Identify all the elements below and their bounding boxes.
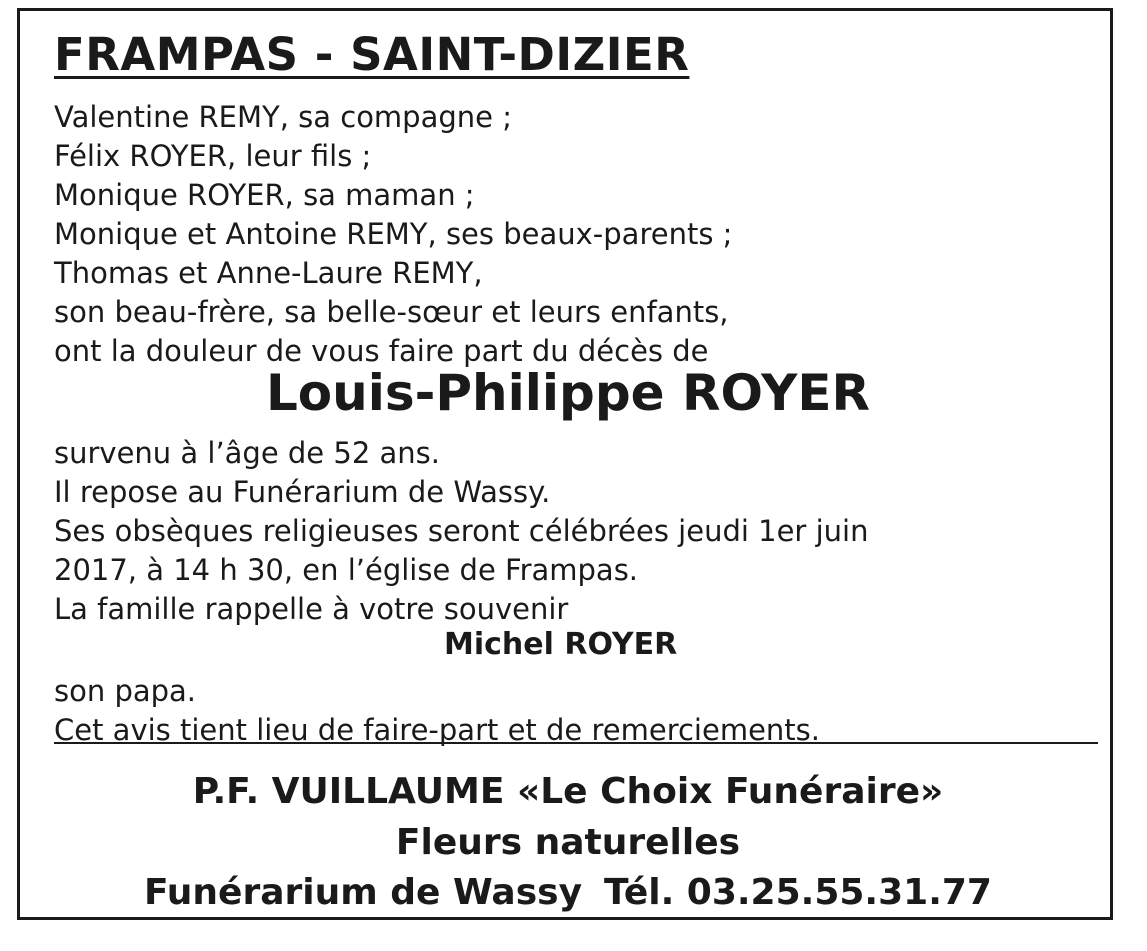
notice-heading: FRAMPAS - SAINT-DIZIER — [54, 28, 690, 81]
detail-line: 2017, à 14 h 30, en l’église de Frampas. — [54, 553, 639, 587]
closing-line: Cet avis tient lieu de faire-part et de remerciements. — [54, 713, 820, 747]
family-line: Thomas et Anne-Laure REMY, — [54, 256, 483, 290]
detail-line: La famille rappelle à votre souvenir — [54, 592, 569, 626]
footer-contact — [20, 872, 1116, 913]
footer-company: P.F. VUILLAUME «Le Choix Funéraire» — [192, 771, 944, 812]
announcement-line: ont la douleur de vous faire part du décès de — [54, 334, 709, 368]
family-line: Félix ROYER, leur fils ; — [54, 139, 372, 173]
detail-line: survenu à l’âge de 52 ans. — [54, 436, 440, 470]
footer-service: Fleurs naturelles — [395, 822, 741, 863]
family-line: Monique ROYER, sa maman ; — [54, 178, 475, 212]
deceased-name: Louis-Philippe ROYER — [265, 364, 871, 422]
footer-location: Funérarium de Wassy — [144, 872, 583, 913]
closing-line: son papa. — [54, 674, 197, 708]
divider — [54, 742, 1098, 744]
detail-line: Il repose au Funérarium de Wassy. — [54, 475, 551, 509]
footer-phone: Tél. 03.25.55.31.77 — [604, 872, 992, 913]
detail-line: Ses obsèques religieuses seront célébrées jeudi 1er juin — [54, 514, 869, 548]
obituary-notice — [17, 8, 1113, 920]
family-line: son beau-frère, sa belle-sœur et leurs enfants, — [54, 295, 729, 329]
remembered-name: Michel ROYER — [444, 627, 678, 662]
family-line: Valentine REMY, sa compagne ; — [54, 100, 512, 134]
family-line: Monique et Antoine REMY, ses beaux-parents ; — [54, 217, 733, 251]
